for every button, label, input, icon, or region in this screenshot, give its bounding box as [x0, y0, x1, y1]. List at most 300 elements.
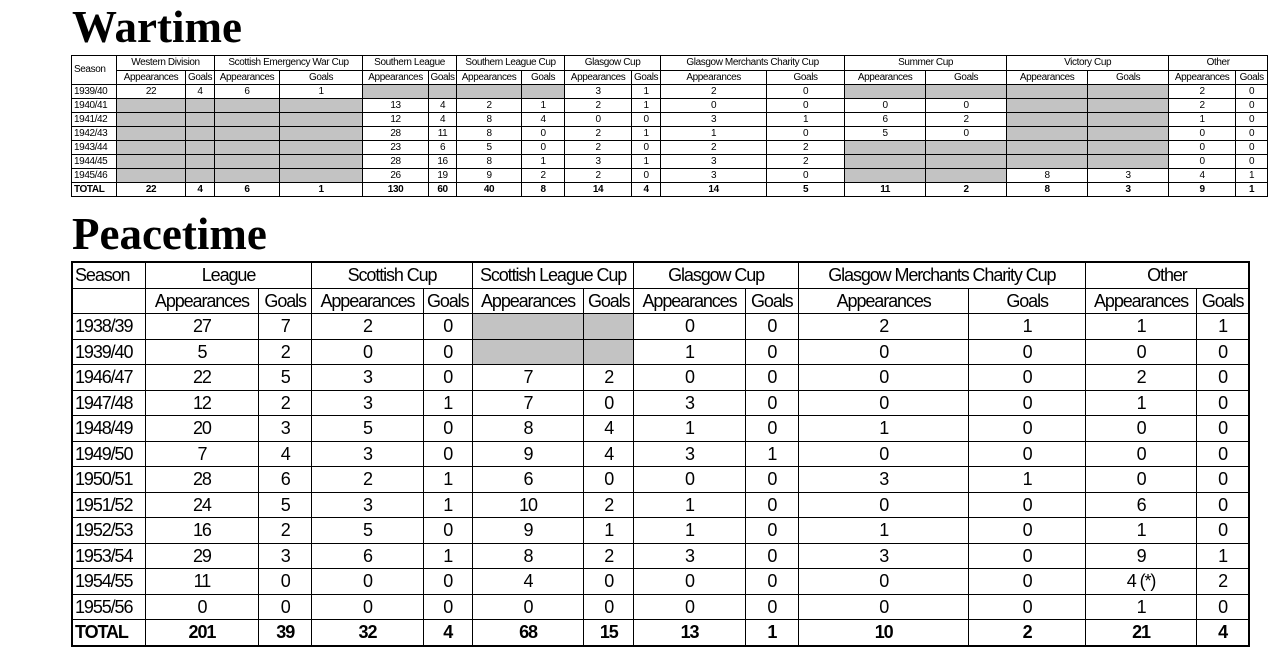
appearances-subheader: Appearances — [845, 71, 926, 85]
appearances-cell: 2 — [798, 314, 969, 340]
goals-cell: 4 — [186, 85, 215, 99]
appearances-cell: 13 — [363, 99, 429, 113]
goals-cell: 0 — [1197, 339, 1249, 365]
appearances-cell: 5 — [845, 127, 926, 141]
table-row — [72, 569, 1249, 595]
empty-cell — [584, 314, 634, 340]
goals-cell: 0 — [584, 594, 634, 620]
goals-cell: 0 — [745, 390, 798, 416]
table-row — [72, 543, 1249, 569]
goals-cell: 0 — [767, 85, 845, 99]
goals-cell: 0 — [1236, 141, 1268, 155]
goals-cell: 0 — [1236, 85, 1268, 99]
empty-cell — [845, 155, 926, 169]
goals-subheader: Goals — [423, 288, 472, 314]
goals-cell: 2 — [259, 390, 312, 416]
appearances-cell: 8 — [472, 416, 583, 442]
table-row — [72, 314, 1249, 340]
total-goals-cell: 4 — [632, 183, 661, 197]
appearances-cell: 0 — [312, 594, 423, 620]
goals-cell: 5 — [259, 365, 312, 391]
goals-cell: 0 — [745, 543, 798, 569]
appearances-cell: 1 — [1085, 390, 1196, 416]
appearances-cell: 8 — [472, 543, 583, 569]
season-cell: 1940/41 — [72, 99, 117, 113]
competition-header: Southern League — [363, 56, 457, 71]
season-cell: 1942/43 — [72, 127, 117, 141]
goals-cell: 1 — [280, 85, 363, 99]
empty-cell — [926, 141, 1007, 155]
appearances-subheader: Appearances — [634, 288, 745, 314]
appearances-subheader: Appearances — [215, 71, 280, 85]
total-appearances-cell: 11 — [845, 183, 926, 197]
goals-cell: 0 — [745, 339, 798, 365]
appearances-cell: 2 — [661, 141, 767, 155]
empty-cell — [280, 141, 363, 155]
table-row — [72, 339, 1249, 365]
goals-subheader: Goals — [745, 288, 798, 314]
season-header: Season — [72, 56, 117, 85]
season-cell: 1950/51 — [72, 467, 145, 493]
table-row — [72, 390, 1249, 416]
appearances-cell: 3 — [634, 441, 745, 467]
table-row — [72, 365, 1249, 391]
appearances-cell: 3 — [661, 169, 767, 183]
empty-cell — [186, 141, 215, 155]
appearances-subheader: Appearances — [145, 288, 258, 314]
goals-cell: 0 — [522, 127, 565, 141]
goals-subheader: Goals — [584, 288, 634, 314]
goals-cell: 0 — [1197, 416, 1249, 442]
empty-cell — [845, 169, 926, 183]
season-cell: 1948/49 — [72, 416, 145, 442]
table-row — [72, 441, 1249, 467]
appearances-cell: 8 — [457, 155, 522, 169]
appearances-cell: 1 — [661, 127, 767, 141]
appearances-cell: 4 — [472, 569, 583, 595]
goals-cell: 4 — [259, 441, 312, 467]
appearances-cell: 27 — [145, 314, 258, 340]
empty-cell — [926, 155, 1007, 169]
goals-cell: 7 — [259, 314, 312, 340]
goals-cell: 2 — [767, 155, 845, 169]
total-appearances-cell: 8 — [1007, 183, 1088, 197]
goals-cell: 0 — [969, 543, 1085, 569]
appearances-cell: 5 — [312, 518, 423, 544]
goals-cell: 0 — [1236, 99, 1268, 113]
goals-cell: 0 — [767, 127, 845, 141]
goals-cell: 2 — [522, 169, 565, 183]
competition-header: League — [145, 262, 312, 288]
appearances-cell: 0 — [798, 441, 969, 467]
goals-cell: 0 — [584, 390, 634, 416]
goals-cell: 1 — [632, 99, 661, 113]
appearances-cell: 9 — [472, 518, 583, 544]
appearances-cell: 0 — [634, 594, 745, 620]
empty-cell — [926, 85, 1007, 99]
empty-cell — [584, 339, 634, 365]
empty-cell — [215, 113, 280, 127]
goals-cell: 2 — [259, 518, 312, 544]
appearances-cell: 1 — [634, 518, 745, 544]
appearances-cell: 9 — [1085, 543, 1196, 569]
empty-cell — [186, 169, 215, 183]
table-row — [72, 127, 1268, 141]
empty-cell — [215, 127, 280, 141]
goals-cell: 0 — [969, 441, 1085, 467]
appearances-cell: 3 — [661, 113, 767, 127]
empty-cell — [215, 155, 280, 169]
goals-cell: 0 — [1236, 155, 1268, 169]
goals-cell: 5 — [259, 492, 312, 518]
total-appearances-cell: 68 — [472, 620, 583, 646]
empty-cell — [280, 127, 363, 141]
season-cell: 1955/56 — [72, 594, 145, 620]
goals-cell: 0 — [969, 492, 1085, 518]
goals-cell: 3 — [1088, 169, 1169, 183]
empty-cell — [429, 85, 457, 99]
empty-cell — [1088, 85, 1169, 99]
goals-cell: 1 — [632, 155, 661, 169]
goals-subheader: Goals — [1197, 288, 1249, 314]
appearances-cell: 0 — [312, 569, 423, 595]
goals-cell: 0 — [969, 390, 1085, 416]
goals-cell: 0 — [969, 594, 1085, 620]
empty-cell — [117, 155, 186, 169]
goals-cell: 16 — [429, 155, 457, 169]
peacetime-heading: Peacetime — [72, 209, 267, 259]
total-appearances-cell: 13 — [634, 620, 745, 646]
appearances-subheader: Appearances — [1169, 71, 1236, 85]
empty-cell — [280, 99, 363, 113]
season-cell: 1945/46 — [72, 169, 117, 183]
appearances-cell: 0 — [798, 594, 969, 620]
empty-cell — [117, 141, 186, 155]
appearances-cell: 28 — [363, 155, 429, 169]
goals-cell: 4 — [429, 99, 457, 113]
total-appearances-cell: 9 — [1169, 183, 1236, 197]
appearances-cell: 3 — [312, 365, 423, 391]
competition-header: Other — [1169, 56, 1268, 71]
appearances-cell: 23 — [363, 141, 429, 155]
appearances-cell: 0 — [634, 365, 745, 391]
appearances-cell: 6 — [215, 85, 280, 99]
goals-cell: 2 — [584, 543, 634, 569]
appearances-cell: 28 — [363, 127, 429, 141]
goals-cell: 0 — [423, 365, 472, 391]
appearances-cell: 6 — [1085, 492, 1196, 518]
empty-cell — [457, 85, 522, 99]
appearances-subheader: Appearances — [472, 288, 583, 314]
appearances-cell: 16 — [145, 518, 258, 544]
goals-cell: 0 — [745, 365, 798, 391]
empty-cell — [215, 169, 280, 183]
total-appearances-cell: 10 — [798, 620, 969, 646]
appearances-subheader: Appearances — [363, 71, 429, 85]
goals-cell: 0 — [1197, 518, 1249, 544]
goals-cell: 0 — [423, 594, 472, 620]
appearances-cell: 7 — [472, 365, 583, 391]
goals-cell: 2 — [584, 365, 634, 391]
goals-cell: 1 — [969, 314, 1085, 340]
goals-cell: 0 — [1197, 441, 1249, 467]
goals-subheader: Goals — [969, 288, 1085, 314]
goals-subheader: Goals — [280, 71, 363, 85]
appearances-cell: 0 — [1169, 155, 1236, 169]
appearances-cell: 3 — [312, 492, 423, 518]
appearances-cell: 0 — [1169, 141, 1236, 155]
appearances-cell: 0 — [634, 569, 745, 595]
appearances-cell: 20 — [145, 416, 258, 442]
competition-header: Other — [1085, 262, 1249, 288]
competition-header: Southern League Cup — [457, 56, 565, 71]
goals-cell: 1 — [522, 155, 565, 169]
competition-header: Western Division — [117, 56, 215, 71]
total-goals-cell: 39 — [259, 620, 312, 646]
empty-cell — [117, 99, 186, 113]
empty-cell — [1007, 127, 1088, 141]
total-goals-cell: 15 — [584, 620, 634, 646]
goals-cell: 1 — [584, 518, 634, 544]
goals-subheader: Goals — [1236, 71, 1268, 85]
appearances-subheader: Appearances — [117, 71, 186, 85]
appearances-subheader: Appearances — [798, 288, 969, 314]
season-cell: 1946/47 — [72, 365, 145, 391]
total-goals-cell: 60 — [429, 183, 457, 197]
appearances-subheader: Appearances — [661, 71, 767, 85]
goals-cell: 0 — [767, 169, 845, 183]
appearances-cell: 2 — [312, 314, 423, 340]
goals-cell: 1 — [632, 127, 661, 141]
goals-cell: 0 — [1197, 365, 1249, 391]
goals-cell: 0 — [969, 365, 1085, 391]
goals-cell: 1 — [522, 99, 565, 113]
goals-cell: 0 — [767, 99, 845, 113]
empty-cell — [926, 169, 1007, 183]
goals-cell: 2 — [584, 492, 634, 518]
total-goals-cell: 4 — [186, 183, 215, 197]
goals-cell: 0 — [423, 339, 472, 365]
total-appearances-cell: 201 — [145, 620, 258, 646]
appearances-subheader: Appearances — [457, 71, 522, 85]
appearances-cell: 0 — [661, 99, 767, 113]
appearances-cell: 2 — [565, 99, 632, 113]
empty-cell — [186, 99, 215, 113]
goals-cell: 0 — [423, 314, 472, 340]
goals-cell: 1 — [1197, 314, 1249, 340]
appearances-cell: 8 — [457, 113, 522, 127]
total-appearances-cell: 14 — [565, 183, 632, 197]
total-goals-cell: 1 — [1236, 183, 1268, 197]
goals-subheader: Goals — [430, 72, 455, 83]
table-row — [72, 492, 1249, 518]
appearances-cell: 0 — [472, 594, 583, 620]
appearances-cell: 1 — [798, 518, 969, 544]
total-appearances-cell: 21 — [1085, 620, 1196, 646]
goals-cell: 0 — [926, 127, 1007, 141]
appearances-cell: 0 — [798, 390, 969, 416]
goals-cell: 0 — [745, 416, 798, 442]
total-appearances-cell: 14 — [661, 183, 767, 197]
goals-cell: 0 — [1197, 492, 1249, 518]
empty-cell — [1007, 113, 1088, 127]
appearances-cell: 0 — [798, 365, 969, 391]
wartime-heading: Wartime — [72, 2, 242, 52]
season-cell: 1941/42 — [72, 113, 117, 127]
empty-cell — [1088, 127, 1169, 141]
empty-cell — [1007, 141, 1088, 155]
appearances-subheader: Appearances — [1085, 288, 1196, 314]
table-row — [72, 155, 1268, 169]
season-cell: 1952/53 — [72, 518, 145, 544]
empty-cell — [472, 314, 583, 340]
appearances-cell: 1 — [798, 416, 969, 442]
table-row — [72, 169, 1268, 183]
competition-header: Glasgow Cup — [634, 262, 799, 288]
goals-cell: 0 — [423, 518, 472, 544]
goals-cell: 2 — [1197, 569, 1249, 595]
empty-cell — [1088, 99, 1169, 113]
season-cell: 1939/40 — [72, 339, 145, 365]
table-row — [72, 141, 1268, 155]
appearances-cell: 22 — [117, 85, 186, 99]
goals-cell: 0 — [745, 518, 798, 544]
appearances-cell: 1 — [1085, 594, 1196, 620]
goals-cell: 0 — [926, 99, 1007, 113]
appearances-cell: 0 — [798, 569, 969, 595]
appearances-cell: 4 — [1169, 169, 1236, 183]
appearances-cell: 0 — [1085, 339, 1196, 365]
total-label: TOTAL — [72, 183, 117, 197]
empty-cell — [186, 127, 215, 141]
empty-cell — [280, 155, 363, 169]
goals-cell: 4 — [584, 441, 634, 467]
appearances-cell: 9 — [457, 169, 522, 183]
empty-cell — [1088, 113, 1169, 127]
goals-cell: 0 — [632, 169, 661, 183]
total-appearances-cell: 32 — [312, 620, 423, 646]
goals-cell: 0 — [1197, 594, 1249, 620]
appearances-cell: 2 — [661, 85, 767, 99]
goals-cell: 6 — [259, 467, 312, 493]
table-row — [72, 518, 1249, 544]
competition-header: Glasgow Cup — [565, 56, 661, 71]
goals-cell: 0 — [745, 594, 798, 620]
empty-cell — [522, 85, 565, 99]
appearances-cell: 2 — [312, 467, 423, 493]
table-row — [72, 594, 1249, 620]
table-row — [72, 113, 1268, 127]
goals-cell: 4 — [522, 113, 565, 127]
season-cell: 1954/55 — [72, 569, 145, 595]
appearances-cell: 3 — [565, 155, 632, 169]
goals-cell: 1 — [423, 467, 472, 493]
goals-cell: 0 — [423, 569, 472, 595]
appearances-cell: 11 — [145, 569, 258, 595]
goals-cell: 11 — [429, 127, 457, 141]
goals-cell: 0 — [632, 113, 661, 127]
empty-cell — [1007, 155, 1088, 169]
competition-header: Glasgow Merchants Charity Cup — [798, 262, 1085, 288]
empty-cell — [215, 99, 280, 113]
competition-header: Summer Cup — [845, 56, 1007, 71]
appearances-cell: 6 — [472, 467, 583, 493]
goals-cell: 0 — [1197, 390, 1249, 416]
appearances-cell: 0 — [634, 314, 745, 340]
total-goals-cell: 3 — [1088, 183, 1169, 197]
goals-cell: 0 — [423, 441, 472, 467]
appearances-cell: 6 — [845, 113, 926, 127]
goals-cell: 1 — [1197, 543, 1249, 569]
peacetime-stats-table — [71, 261, 1250, 647]
empty-cell — [117, 127, 186, 141]
goals-cell: 0 — [745, 314, 798, 340]
table-row — [72, 416, 1249, 442]
goals-cell: 0 — [1236, 113, 1268, 127]
appearances-cell: 24 — [145, 492, 258, 518]
season-cell: 1953/54 — [72, 543, 145, 569]
goals-cell: 0 — [969, 518, 1085, 544]
total-goals-cell: 8 — [522, 183, 565, 197]
empty-cell — [117, 169, 186, 183]
season-cell: 1944/45 — [72, 155, 117, 169]
total-goals-cell: 4 — [423, 620, 472, 646]
appearances-cell: 12 — [145, 390, 258, 416]
appearances-cell: 5 — [457, 141, 522, 155]
goals-subheader: Goals — [767, 71, 845, 85]
appearances-cell: 5 — [145, 339, 258, 365]
appearances-cell: 3 — [661, 155, 767, 169]
appearances-cell: 0 — [1169, 127, 1236, 141]
appearances-cell: 5 — [312, 416, 423, 442]
total-goals-cell: 2 — [969, 620, 1085, 646]
total-goals-cell: 5 — [767, 183, 845, 197]
total-goals-cell: 2 — [926, 183, 1007, 197]
season-subheader-empty — [72, 288, 145, 314]
season-cell: 1949/50 — [72, 441, 145, 467]
table-row — [72, 467, 1249, 493]
goals-cell: 0 — [584, 467, 634, 493]
appearances-cell: 0 — [798, 339, 969, 365]
empty-cell — [1088, 141, 1169, 155]
appearances-cell: 10 — [472, 492, 583, 518]
goals-cell: 1 — [969, 467, 1085, 493]
appearances-cell: 0 — [565, 113, 632, 127]
goals-cell: 0 — [632, 141, 661, 155]
appearances-cell: 0 — [798, 492, 969, 518]
empty-cell — [215, 141, 280, 155]
appearances-cell: 7 — [472, 390, 583, 416]
appearances-cell: 2 — [565, 169, 632, 183]
goals-cell: 1 — [745, 441, 798, 467]
goals-cell: 1 — [423, 492, 472, 518]
appearances-subheader: Appearances — [312, 288, 423, 314]
appearances-subheader: Appearances — [1007, 71, 1088, 85]
total-goals-cell: 4 — [1197, 620, 1249, 646]
total-appearances-cell: 40 — [457, 183, 522, 197]
appearances-cell: 8 — [1007, 169, 1088, 183]
appearances-cell: 0 — [145, 594, 258, 620]
appearances-cell: 0 — [1085, 441, 1196, 467]
goals-subheader: Goals — [259, 288, 312, 314]
goals-cell: 0 — [745, 467, 798, 493]
goals-cell: 1 — [423, 390, 472, 416]
competition-header: Scottish League Cup — [472, 262, 634, 288]
empty-cell — [280, 113, 363, 127]
total-row — [72, 620, 1249, 646]
goals-cell: 0 — [522, 141, 565, 155]
appearances-cell: 9 — [472, 441, 583, 467]
